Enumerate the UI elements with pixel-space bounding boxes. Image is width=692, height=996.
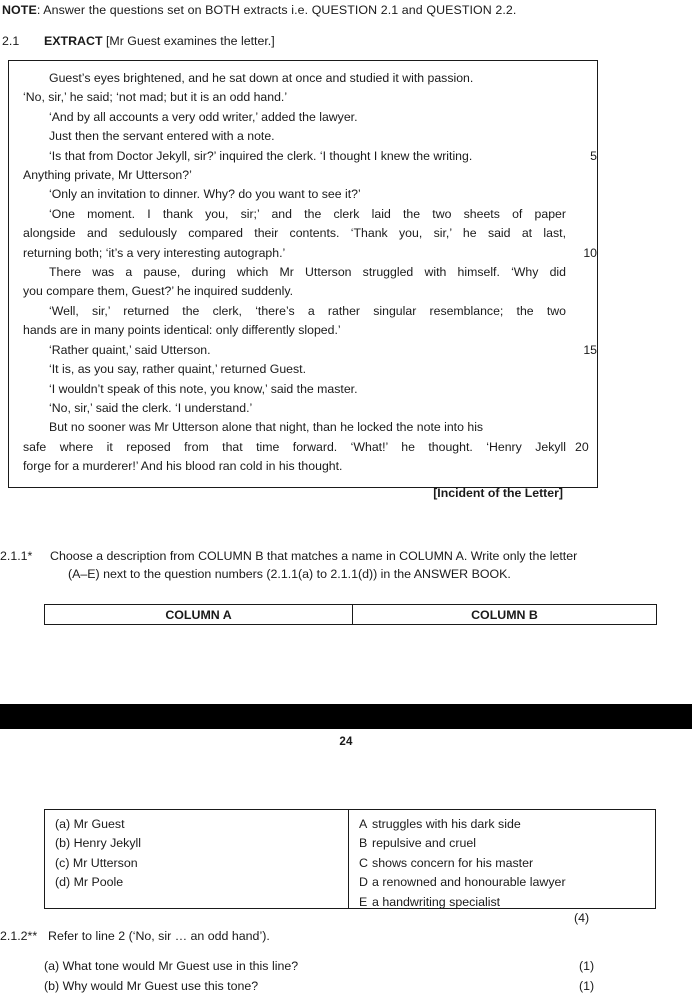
column-a-header: COLUMN A [45, 605, 353, 624]
extract-line-number: 5 [590, 148, 597, 163]
extract-line [23, 147, 597, 166]
mark-question-2-1-2-a: (1) [579, 959, 595, 973]
column-b-header: COLUMN B [471, 607, 538, 622]
extract-line-number: 10 [583, 245, 597, 260]
page-separator-band [0, 704, 692, 729]
extract-line-text: Just then the servant entered with a note. [49, 129, 275, 144]
extract-line-text: ‘Rather quaint,’ said Utterson. [49, 342, 211, 357]
matching-column-b-rows [359, 815, 655, 912]
extract-line [23, 88, 585, 107]
matching-table-column-b [349, 810, 655, 908]
extract-line-number: 20 [575, 439, 589, 454]
extract-line-text: returning both; ‘it’s a very interesting autograph.’ [23, 245, 286, 260]
extract-line [23, 438, 589, 457]
note-text: : Answer the questions set on BOTH extracts i.e. QUESTION 2.1 and QUESTION 2.2. [36, 3, 517, 17]
extract-line-text: Guest’s eyes brightened, and he sat down at once and studied it with passion. [49, 71, 474, 85]
extract-line-text: you compare them, Guest?’ he inquired suddenly. [23, 284, 294, 299]
extract-line [23, 418, 585, 437]
extract-line [23, 399, 585, 418]
matching-option-letter: B [359, 836, 368, 851]
extract-line-text: ‘One moment. I thank you, sir;’ and the clerk laid the two sheets of paper [49, 206, 566, 221]
matching-row-name: (c) Mr Utterson [55, 855, 138, 870]
extract-line [23, 166, 585, 185]
extract-line [23, 380, 585, 399]
extract-source: [Incident of the Letter] [433, 485, 563, 500]
extract-line-text: ‘Only an invitation to dinner. Why? do you want to see it?’ [49, 187, 361, 202]
extract-line-text: forge for a murderer!’ And his blood ran cold in his thought. [23, 459, 343, 474]
matching-option-letter: A [359, 817, 368, 831]
page-number: 24 [339, 735, 353, 748]
question-2-1-2 [0, 928, 688, 946]
question-2-1-2-a [44, 958, 664, 976]
matching-row-description [359, 815, 655, 834]
note-label: NOTE [2, 3, 37, 17]
matching-option-letter: D [359, 875, 368, 890]
extract-line-text: ‘Is that from Doctor Jekyll, sir?’ inquired the clerk. ‘I thought I knew the writing. [49, 148, 473, 163]
extract-line-text: ‘No, sir,’ he said; ‘not mad; but it is an odd hand.’ [23, 90, 288, 105]
matching-option-text: shows concern for his master [372, 855, 534, 870]
question-2-1-1 [0, 548, 688, 583]
matching-row-description [359, 834, 655, 853]
extract-line [23, 360, 585, 379]
extract-line [23, 69, 585, 88]
matching-row-description [359, 854, 655, 873]
matching-table-column-a [45, 810, 349, 908]
question-2-1-1-line-1: Choose a description from COLUMN B that matches a name in COLUMN A. Write only the letter [50, 549, 578, 563]
extract-caption: [Mr Guest examines the letter.] [105, 34, 275, 48]
extract-line [23, 224, 566, 243]
mark-question-2-1-1: (4) [574, 911, 590, 925]
extract-line [23, 244, 597, 263]
matching-option-text: struggles with his dark side [372, 817, 521, 831]
extract-line [23, 108, 585, 127]
matching-row-description [359, 893, 655, 912]
extract-line [23, 321, 585, 340]
matching-row-name: (a) Mr Guest [55, 817, 125, 831]
extract-word: EXTRACT [44, 34, 103, 48]
extract-line-text: hands are in many points identical: only differently sloped.’ [23, 323, 341, 338]
extract-line-text: ‘It is, as you say, rather quaint,’ returned Guest. [49, 362, 306, 377]
question-2-1-2-b [44, 978, 664, 996]
extract-line-text: There was a pause, during which Mr Utterson struggled with himself. ‘Why did [49, 265, 566, 280]
matching-option-text: a handwriting specialist [372, 894, 501, 909]
extract-box [8, 60, 598, 500]
matching-row-description [359, 873, 655, 892]
extract-line-text: ‘Well, sir,’ returned the clerk, ‘there’s a rather singular resemblance; the two [49, 303, 566, 318]
extract-number: 2.1 [2, 34, 20, 48]
question-2-1-1-body [50, 548, 688, 583]
question-2-1-2-text: Refer to line 2 (‘No, sir … an odd hand’). [48, 929, 270, 943]
extract-line-text: alongside and sedulously compared their contents. ‘Thank you, sir,’ he said at last, [23, 226, 566, 241]
matching-row-name: (d) Mr Poole [55, 875, 124, 890]
extract-line-text: ‘No, sir,’ said the clerk. ‘I understand.’ [49, 400, 253, 415]
question-2-1-2-number: 2.1.2** [0, 929, 38, 943]
extract-line [49, 263, 566, 282]
matching-option-letter: E [359, 894, 368, 909]
extract-line-number: 15 [583, 342, 597, 357]
extract-line [23, 127, 585, 146]
matching-column-a-rows [55, 815, 348, 893]
extract-line-text: But no sooner was Mr Utterson alone that night, than he locked the note into his [49, 420, 484, 435]
matching-table [44, 809, 656, 909]
matching-option-text: repulsive and cruel [372, 836, 477, 851]
extract-line [49, 205, 566, 224]
extract-line [23, 341, 597, 360]
column-header-table [44, 604, 657, 625]
extract-lines-container [23, 69, 597, 477]
question-2-1-1-line-2: (A–E) next to the question numbers (2.1.1(a) to 2.1.1(d)) in the ANSWER BOOK. [68, 566, 511, 581]
extract-heading [2, 33, 602, 49]
question-2-1-2-b-text: (b) Why would Mr Guest use this tone? [44, 979, 259, 993]
matching-option-text: a renowned and honourable lawyer [372, 875, 566, 890]
extract-line [23, 282, 585, 301]
matching-option-letter: C [359, 855, 368, 870]
mark-question-2-1-2-b: (1) [579, 979, 595, 993]
extract-line [49, 302, 566, 321]
extract-line [23, 457, 585, 476]
extract-line [23, 185, 585, 204]
extract-line-text: ‘I wouldn’t speak of this note, you know,’ said the master. [49, 381, 358, 396]
extract-line-text: ‘And by all accounts a very odd writer,’ added the lawyer. [49, 109, 358, 124]
extract-line-text: safe where it reposed from that time forward. ‘What!’ he thought. ‘Henry Jekyll [23, 439, 566, 454]
question-2-1-2-a-text: (a) What tone would Mr Guest use in this line? [44, 959, 299, 973]
note-line [2, 2, 682, 18]
extract-line-text: Anything private, Mr Utterson?’ [23, 168, 192, 183]
extract-text-body [9, 61, 597, 507]
matching-row-name: (b) Henry Jekyll [55, 836, 142, 851]
question-2-1-1-number: 2.1.1* [0, 549, 33, 563]
